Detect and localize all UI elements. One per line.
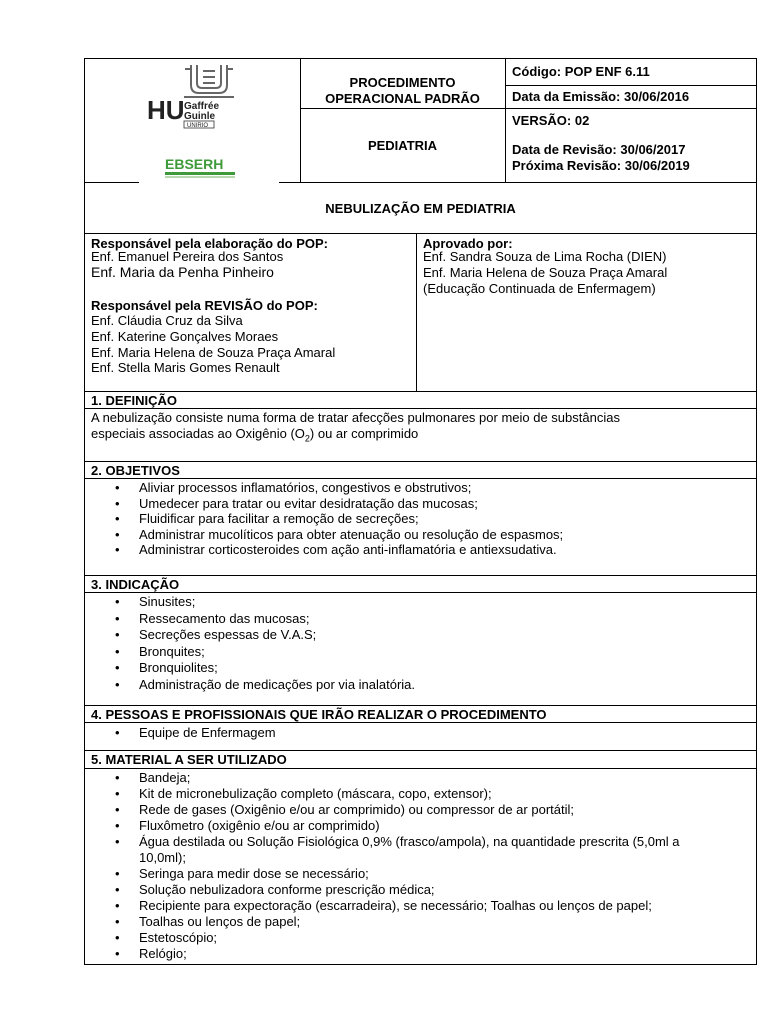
hospital-logo (139, 59, 279, 184)
list-item: • Bronquites; (115, 644, 415, 661)
divider (85, 768, 756, 769)
divider (505, 108, 756, 109)
hu-gaffree-guinle-logo-icon (139, 59, 279, 184)
header-title-line2: OPERACIONAL PADRÃO (325, 91, 480, 106)
approved-name: Enf. Sandra Souza de Lima Rocha (DIEN) (423, 249, 667, 264)
list-item: • Rede de gases (Oxigênio e/ou ar comprimido) ou compressor de ar portátil; (115, 802, 719, 818)
svg-text:EBSERH: EBSERH (165, 156, 224, 172)
elaboration-label: Responsável pela elaboração do POP: (91, 236, 328, 251)
approved-note: (Educação Continuada de Enfermagem) (423, 281, 656, 296)
document-code: Código: POP ENF 6.11 (512, 64, 650, 79)
divider (85, 575, 756, 576)
list-item: • Sinusites; (115, 594, 415, 611)
svg-text:HU: HU (147, 95, 185, 125)
pop-document (84, 58, 757, 965)
list-item: • Administrar corticosteroides com ação anti-inflamatória e antiexsudativa. (115, 542, 563, 558)
next-revision-date: Próxima Revisão: 30/06/2019 (512, 158, 690, 173)
divider (85, 750, 756, 751)
divider (85, 461, 756, 462)
list-item: • Fluxômetro (oxigênio e/ou ar comprimido) (115, 818, 719, 834)
list-item: • Umedecer para tratar ou evitar desidratação das mucosas; (115, 496, 563, 512)
material-list (115, 770, 719, 962)
svg-text:Gaffrée: Gaffrée (184, 101, 220, 112)
list-item: • Bandeja; (115, 770, 719, 786)
definition-text: A nebulização consiste numa forma de tratar afecções pulmonares por meio de substâncias (91, 410, 620, 425)
divider (85, 705, 756, 706)
header-title-line1: PROCEDIMENTO (349, 75, 456, 90)
revision-label: Responsável pela REVISÃO do POP: (91, 298, 318, 313)
elaboration-name: Enf. Maria da Penha Pinheiro (91, 264, 274, 280)
section-heading-material: 5. MATERIAL A SER UTILIZADO (91, 752, 287, 767)
revision-name: Enf. Cláudia Cruz da Silva (91, 313, 243, 328)
divider (85, 722, 756, 723)
list-item: • Aliviar processos inflamatórios, congestivos e obstrutivos; (115, 480, 563, 496)
department: PEDIATRIA (367, 138, 438, 153)
divider (505, 85, 756, 86)
revision-name: Enf. Katerine Gonçalves Moraes (91, 329, 279, 344)
section-heading-indicacao: 3. INDICAÇÃO (91, 577, 180, 592)
svg-text:Guinle: Guinle (184, 111, 216, 122)
definition-text: especiais associadas ao Oxigênio $(O_2)$ ou ar comprimido (91, 426, 419, 444)
list-item: • Administração de medicações por via inalatória. (115, 677, 415, 694)
list-item: • Solução nebulizadora conforme prescrição médica; (115, 882, 719, 898)
list-item: • Água destilada ou Solução Fisiológica 0,9% (frasco/ampola), na quantidade prescrita (5,0ml a 10,0ml); (115, 834, 719, 866)
version: VERSÃO: 02 (512, 113, 590, 128)
list-item: • Secreções espessas de V.A.S; (115, 627, 415, 644)
divider (85, 408, 756, 409)
approved-label: Aprovado por: (423, 236, 513, 251)
indicacao-list (115, 594, 415, 693)
revision-name: Enf. Stella Maris Gomes Renault (91, 360, 280, 375)
divider (85, 233, 756, 234)
list-item: • Seringa para medir dose se necessário; (115, 866, 719, 882)
section-heading-objetivos: 2. OBJETIVOS (91, 463, 180, 478)
objetivos-list (115, 480, 563, 558)
list-item: • Relógio; (115, 946, 719, 962)
svg-text:UNIRIO: UNIRIO (187, 123, 208, 129)
document-title: NEBULIZAÇÃO EM PEDIATRIA (325, 201, 516, 216)
divider (85, 592, 756, 593)
list-item: • Equipe de Enfermagem (115, 725, 276, 741)
list-item: • Bronquiolites; (115, 660, 415, 677)
list-item: • Administrar mucolíticos para obter atenuação ou resolução de espasmos; (115, 527, 563, 543)
list-item: • Kit de micronebulização completo (máscara, copo, extensor); (115, 786, 719, 802)
list-item: • Recipiente para expectoração (escarradeira), se necessário; Toalhas ou lenços de papel; (115, 898, 719, 914)
approved-name: Enf. Maria Helena de Souza Praça Amaral (423, 265, 668, 280)
revision-name: Enf. Maria Helena de Souza Praça Amaral (91, 345, 336, 360)
divider (85, 478, 756, 479)
revision-date: Data de Revisão: 30/06/2017 (512, 142, 686, 157)
list-item: • Toalhas ou lenços de papel; (115, 914, 719, 930)
section-heading-pessoas: 4. PESSOAS E PROFISSIONAIS QUE IRÃO REALIZAR O PROCEDIMENTO (91, 707, 547, 722)
elaboration-name: Enf. Emanuel Pereira dos Santos (91, 249, 284, 264)
divider (416, 233, 417, 391)
issue-date: Data da Emissão: 30/06/2016 (512, 89, 690, 104)
list-item: • Fluidificar para facilitar a remoção de secreções; (115, 511, 563, 527)
divider (85, 391, 756, 392)
list-item: • Ressecamento das mucosas; (115, 611, 415, 628)
divider (505, 59, 506, 183)
pessoas-list (115, 725, 276, 741)
divider (300, 108, 505, 109)
section-heading-definicao: 1. DEFINIÇÃO (91, 393, 177, 408)
list-item: • Estetoscópio; (115, 930, 719, 946)
